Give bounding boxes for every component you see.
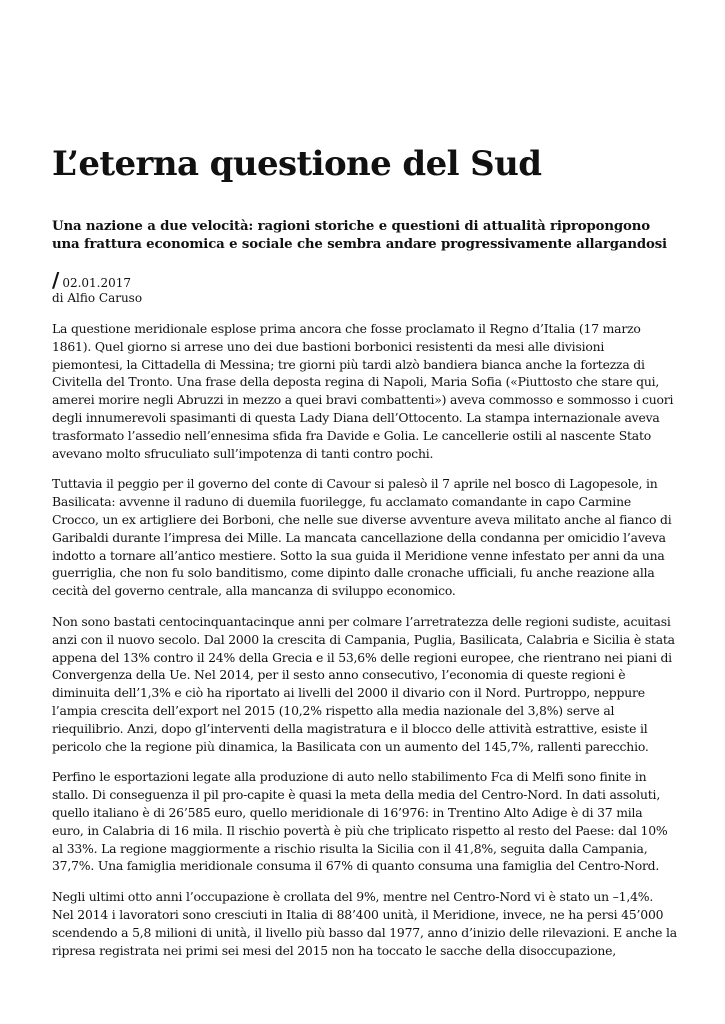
separator-slash: / xyxy=(52,268,60,292)
article-byline: di Alfio Caruso xyxy=(52,291,143,305)
article-title: L’eterna questione del Sud xyxy=(52,144,542,184)
article-meta xyxy=(52,270,142,306)
paragraph: Perfino le esportazioni legate alla produzione di auto nello stabilimento Fca di Melfi sono finite in stallo. Di conseguenza il pil pro-capite è quasi la meta della media del Centro-Nord. In dati assoluti, quello italiano è di 26’585 euro, quello meridionale di 16’976: in Trentino Alto Adige è di 37 mila euro, in Calabria di 16 mila. Il rischio povertà è più che triplicato rispetto al resto del Paese: dal 10% al 33%. La regione maggiormente a rischio risulta la Sicilia con il 41,8%, seguita dalla Campania, 37,7%. Una famiglia meridionale consuma il 67% di quanto consuma una famiglia del Centro-Nord. xyxy=(52,769,668,874)
date-line xyxy=(52,270,142,291)
paragraph: Negli ultimi otto anni l’occupazione è crollata del 9%, mentre nel Centro-Nord vi è stato un –1,4%. Nel 2014 i lavoratori sono cresciuti in Italia di 88’400 unità, il Meridione, invece, ne ha persi 45’000 scendendo a 5,8 milioni di unità, il livello più basso dal 1977, anno d’inizio delle rilevazioni. E anche la ripresa registrata nei primi sei mesi del 2015 non ha toccato le sacche della disoccupazione, xyxy=(52,889,677,958)
paragraph: La questione meridionale esplose prima ancora che fosse proclamato il Regno d’Italia (17 marzo 1861). Quel giorno si arrese uno dei due bastioni borbonici resistenti da mesi alle divisioni piemontesi, la Cittadella di Messina; tre giorni più tardi alzò bandiera bianca anche la fortezza di Civitella del Tronto. Una frase della deposta regina di Napoli, Maria Sofia («Piuttosto che stare qui, amerei morire negli Abruzzi in mezzo a quei bravi combattenti») aveva commosso e sommosso i cuori degli innumerevoli spasimanti di questa Lady Diana dell’Ottocento. La stampa internazionale aveva trasformato l’assedio nell’ennesima sfida fra Davide e Golia. Le cancellerie ostili al nascente Stato avevano molto sfruculiato sull’impotenza di tanti contro pochi. xyxy=(52,321,674,461)
article-subtitle: Una nazione a due velocità: ragioni storiche e questioni di attualità ripropongono una frattura economica e sociale che sembra andare progressivamente allargandosi xyxy=(52,219,667,252)
paragraph: Non sono bastati centocinquantacinque anni per colmare l’arretratezza delle regioni sudiste, acuitasi anzi con il nuovo secolo. Dal 2000 la crescita di Campania, Puglia, Basilicata, Calabria e Sicilia è stata appena del 13% contro il 24% della Grecia e il 53,6% delle regioni europee, che rientrano nei piani di Convergenza della Ue. Nel 2014, per il sesto anno consecutivo, l’economia di queste regioni è diminuita dell’1,3% e ciò ha riportato ai livelli del 2000 il divario con il Nord. Purtroppo, neppure l’ampia crescita dell’export nel 2015 (10,2% rispetto alla media nazionale del 3,8%) serve al riequilibrio. Anzi, dopo gl’interventi della magistratura e il blocco delle attività estrattive, esiste il pericolo che la regione più dinamica, la Basilicata con un aumento del 145,7%, rallenti parecchio. xyxy=(52,613,675,754)
paragraph: Tuttavia il peggio per il governo del conte di Cavour si palesò il 7 aprile nel bosco di Lagopesole, in Basilicata: avvenne il raduno di duemila fuorilegge, fu acclamato comandante in capo Carmine Crocco, un ex artigliere dei Borboni, che nelle sue diverse avventure aveva militato anche al fianco di Garibaldi durante l’impresa dei Mille. La mancata cancellazione della condanna per omicidio l’aveva indotto a tornare all’antico mestiere. Sotto la sua guida il Meridione venne infestato per anni da una guerriglia, che non fu solo banditismo, come dipinto dalle cronache ufficiali, fu anche reazione alla cecità del governo centrale, alla mancanza di sviluppo economico. xyxy=(52,476,672,599)
article-body xyxy=(52,320,677,972)
article-date: 02.01.2017 xyxy=(62,276,132,290)
